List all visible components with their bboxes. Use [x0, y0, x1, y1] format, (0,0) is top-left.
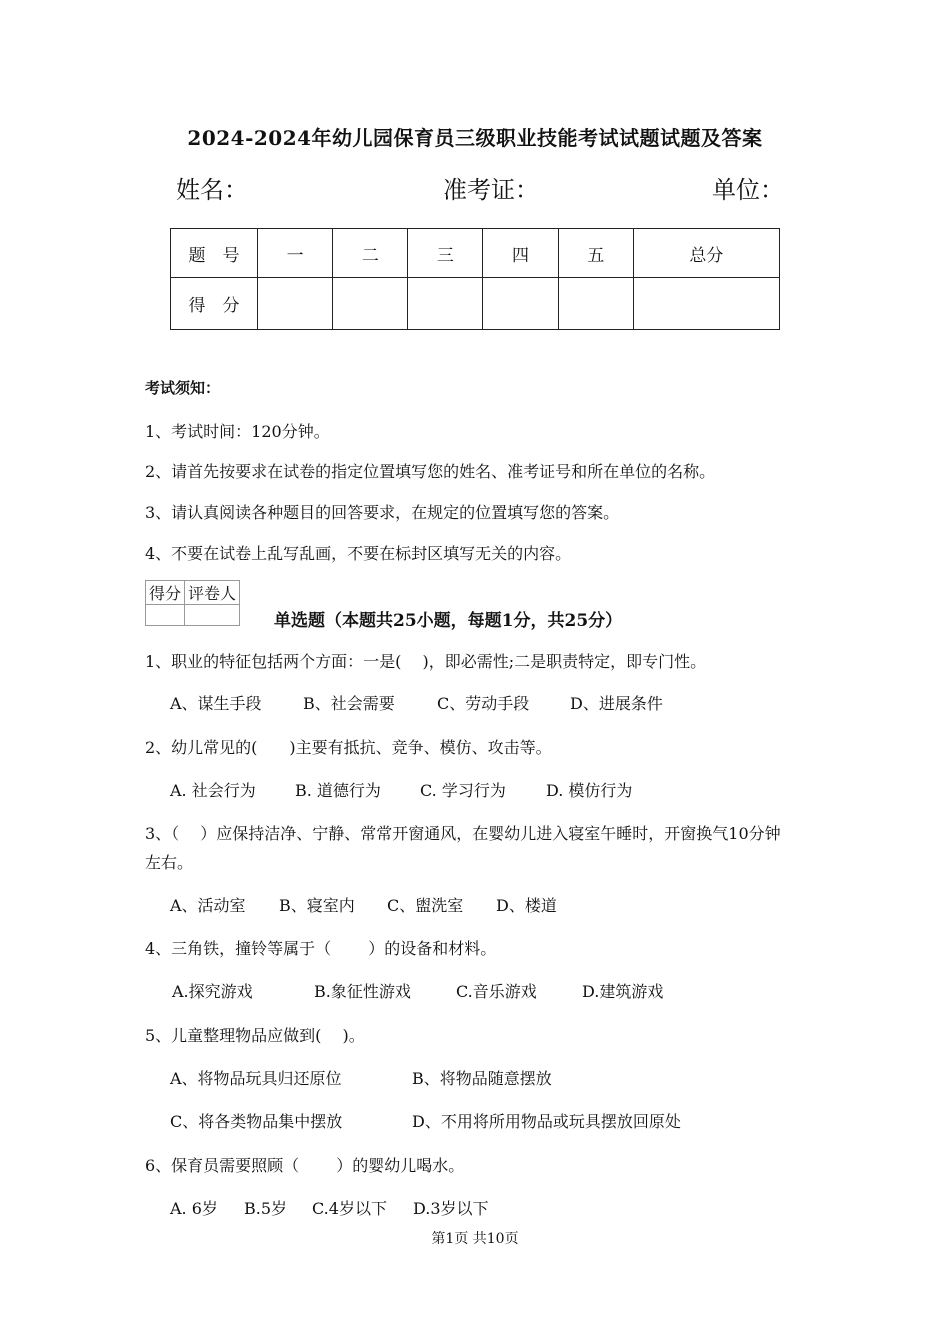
- notice-item: 4、不要在试卷上乱写乱画，不要在标封区填写无关的内容。: [145, 544, 572, 563]
- question-stem: 3、（ ）应保持洁净、宁静、常常开窗通风，在婴幼儿进入寝室午睡时，开窗换气10分钟: [145, 824, 781, 843]
- question-option: D. 模仿行为: [546, 781, 633, 800]
- exam-id-field-label: 准考证：: [443, 176, 539, 204]
- question-option: A、谋生手段: [170, 694, 262, 713]
- section-title: 单选题（本题共25小题，每题1分，共25分）: [274, 611, 623, 631]
- grader-name-cell[interactable]: [185, 605, 240, 626]
- score-table-header-cell: 四: [483, 229, 558, 278]
- notice-item: 3、请认真阅读各种题目的回答要求，在规定的位置填写您的答案。: [145, 503, 620, 522]
- question-stem: 6、保育员需要照顾（ ）的婴幼儿喝水。: [145, 1156, 465, 1175]
- grader-name-label: 评卷人: [185, 581, 240, 605]
- question-option: A.探究游戏: [172, 982, 253, 1001]
- grader-score-cell[interactable]: [146, 605, 185, 626]
- question-option: B、将物品随意摆放: [412, 1069, 552, 1088]
- question-option: A、将物品玩具归还原位: [170, 1069, 342, 1088]
- question-option: A、活动室: [170, 896, 246, 915]
- question-option: D、进展条件: [570, 694, 663, 713]
- question-stem: 4、三角铁，撞铃等属于（ ）的设备和材料。: [145, 939, 497, 958]
- score-table-header-cell: 总分: [633, 229, 779, 278]
- question-option: A. 6岁: [170, 1199, 218, 1218]
- page-footer: 第1页 共10页: [431, 1231, 519, 1247]
- question-option: D、不用将所用物品或玩具摆放回原处: [412, 1112, 681, 1131]
- question-stem: 5、儿童整理物品应做到( )。: [145, 1026, 365, 1045]
- score-table-header-cell: 题 号: [171, 229, 258, 278]
- score-table-header-cell: 二: [333, 229, 408, 278]
- question-option: D.3岁以下: [413, 1199, 489, 1218]
- question-option: D.建筑游戏: [582, 982, 664, 1001]
- question-stem-continuation: 左右。: [145, 853, 194, 872]
- score-table-header-cell: 一: [258, 229, 333, 278]
- score-table-header-cell: 五: [558, 229, 633, 278]
- question-stem: 1、职业的特征包括两个方面：一是( )，即必需性;二是职责特定，即专门性。: [145, 652, 707, 671]
- question-option: C、将各类物品集中摆放: [170, 1112, 343, 1131]
- score-cell[interactable]: [633, 278, 779, 330]
- question-option: C、盥洗室: [387, 896, 464, 915]
- grader-score-label: 得分: [146, 581, 185, 605]
- score-table-header-row: [171, 229, 780, 278]
- question-option: C.4岁以下: [312, 1199, 387, 1218]
- document-title: 2024-2024年幼儿园保育员三级职业技能考试试题试题及答案: [187, 126, 763, 150]
- score-table-score-row: [171, 278, 780, 330]
- question-stem: 2、幼儿常见的( )主要有抵抗、竞争、模仿、攻击等。: [145, 738, 552, 757]
- question-option: C. 学习行为: [420, 781, 506, 800]
- notice-item: 1、考试时间：120分钟。: [145, 422, 330, 441]
- score-cell[interactable]: [333, 278, 408, 330]
- question-option: B.5岁: [244, 1199, 288, 1218]
- question-option: D、楼道: [496, 896, 557, 915]
- score-table-row-label: 得 分: [171, 278, 258, 330]
- name-field-label: 姓名：: [176, 176, 248, 204]
- unit-field-label: 单位：: [712, 176, 784, 204]
- question-option: B、寝室内: [279, 896, 355, 915]
- notice-item: 2、请首先按要求在试卷的指定位置填写您的姓名、准考证号和所在单位的名称。: [145, 462, 716, 481]
- question-option: B. 道德行为: [295, 781, 381, 800]
- score-table-header-cell: 三: [408, 229, 483, 278]
- score-table: [170, 228, 780, 330]
- score-cell[interactable]: [483, 278, 558, 330]
- question-option: C.音乐游戏: [456, 982, 537, 1001]
- grader-box: [145, 580, 240, 626]
- question-option: B.象征性游戏: [314, 982, 411, 1001]
- score-cell[interactable]: [558, 278, 633, 330]
- score-cell[interactable]: [258, 278, 333, 330]
- question-option: A. 社会行为: [170, 781, 256, 800]
- notice-heading: 考试须知：: [145, 379, 221, 397]
- score-cell[interactable]: [408, 278, 483, 330]
- question-option: C、劳动手段: [437, 694, 530, 713]
- question-option: B、社会需要: [303, 694, 395, 713]
